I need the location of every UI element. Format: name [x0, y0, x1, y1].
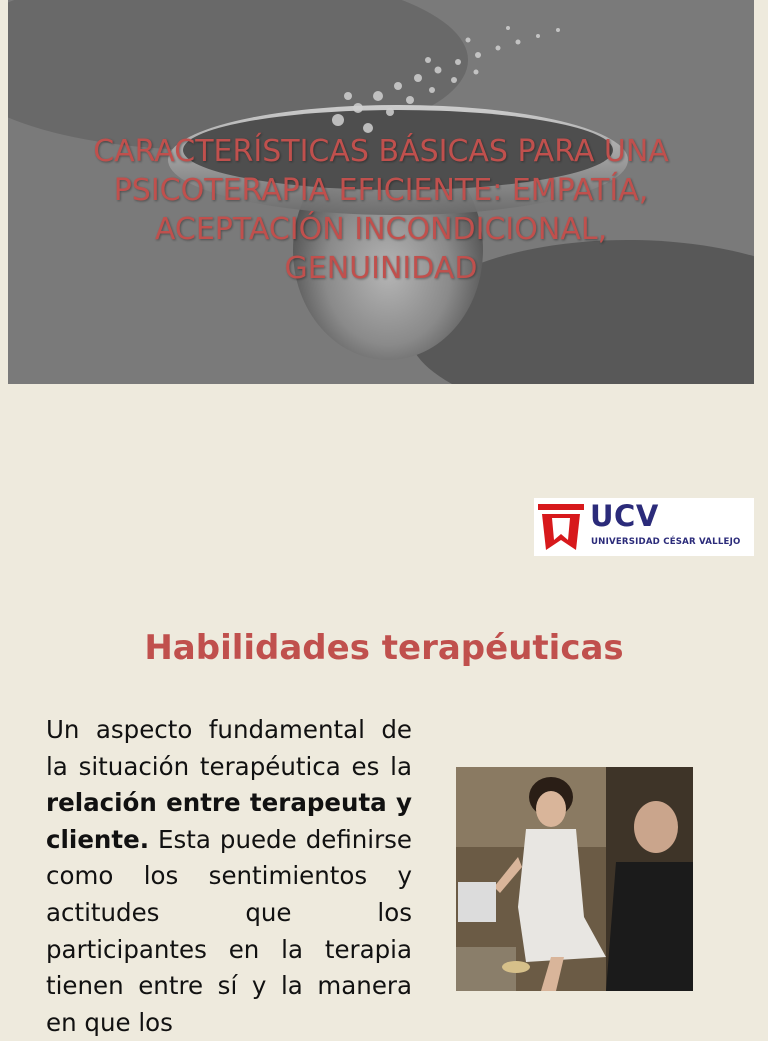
paragraph-text-1: Un aspecto fundamental de la situación terapéutica es la: [46, 715, 412, 781]
logo-university-name: UNIVERSIDAD CÉSAR VALLEJO: [591, 537, 741, 547]
slide-2-paragraph: [46, 712, 412, 1041]
therapy-session-photo: [456, 767, 693, 991]
slide-1-banner: [8, 0, 754, 384]
therapy-scene-image: [456, 767, 693, 991]
paragraph-bold-text: relación entre terapeuta y cliente.: [46, 788, 412, 854]
logo-abbreviation: UCV: [590, 499, 659, 533]
slide-1-title: CARACTERÍSTICAS BÁSICAS PARA UNA PSICOTERAPIA EFICIENTE: EMPATÍA, ACEPTACIÓN INCONDICIONAL, GENUINIDAD: [93, 134, 669, 286]
ucv-emblem-icon: [536, 500, 586, 554]
paragraph-text-2: Esta puede definirse como los sentimientos y actitudes que los participantes en la terapia tienen entre sí y la manera en que los: [46, 824, 412, 1037]
slide-2-heading: Habilidades terapéuticas: [144, 628, 624, 668]
ucv-logo: [534, 498, 754, 556]
